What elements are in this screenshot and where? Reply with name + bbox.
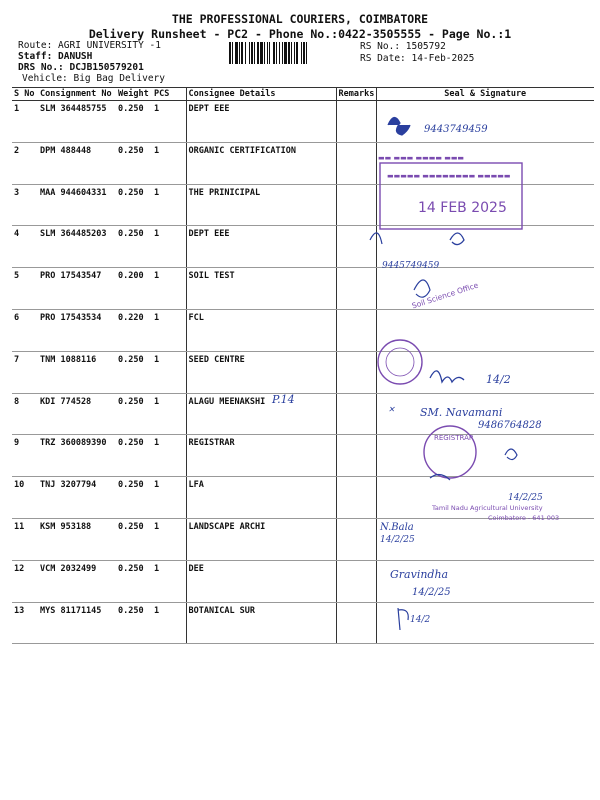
row-pcs: 1 (152, 351, 186, 393)
handwritten-date-row12: 14/2/25 (412, 587, 451, 598)
stamp-received-date: 14 FEB 2025 (418, 200, 507, 216)
row-weight: 0.250 (116, 142, 152, 184)
signature-row1 (388, 117, 410, 135)
stamp-registrar: REGISTRAR (434, 434, 474, 442)
row-pcs: 1 (152, 477, 186, 519)
handwritten-date-row10: 14/2/25 (508, 493, 543, 503)
row-weight: 0.250 (116, 518, 152, 560)
round-seal-row7 (378, 340, 422, 384)
handwritten-date-row8: 14/2 (486, 373, 511, 386)
col-header-remarks: Remarks (336, 88, 376, 101)
row-weight: 0.250 (116, 560, 152, 602)
row-sno: 4 (12, 226, 38, 268)
row-sno: 1 (12, 101, 38, 143)
row-sno: 3 (12, 184, 38, 226)
handwritten-note-row11: N.Bala (380, 522, 414, 533)
row-weight: 0.250 (116, 226, 152, 268)
handwritten-phone-row8: 9486764828 (478, 420, 542, 431)
handwritten-date-row11: 14/2/25 (380, 535, 415, 545)
company-name: THE PROFESSIONAL COURIERS, COIMBATORE (171, 12, 429, 26)
row-consignee: DEPT EEE (186, 226, 336, 268)
row-consignee: ALAGU MEENAKSHI (186, 393, 336, 435)
staff-label: Staff: DANUSH (18, 51, 93, 62)
handwritten-phone-row1: 9443749459 (424, 124, 488, 135)
handwritten-note-row8: P.14 (272, 393, 295, 406)
row-consignee: REGISTRAR (186, 435, 336, 477)
col-header-seal-signature: Seal & Signature (376, 88, 594, 101)
row-consignee: DEPT EEE (186, 101, 336, 143)
row-pcs: 1 (152, 518, 186, 560)
stamp-text-row2: ▬▬ ▬▬▬ ▬▬▬▬ ▬▬▬ (378, 154, 465, 162)
col-header-weight: Weight (116, 88, 152, 101)
row-sno: 11 (12, 518, 38, 560)
row-pcs: 1 (152, 268, 186, 310)
row-consignment-no: SLM 364485203 (38, 226, 116, 268)
row-pcs: 1 (152, 309, 186, 351)
row-consignment-no: KDI 774528 (38, 393, 116, 435)
row-sno: 13 (12, 602, 38, 644)
row-consignment-no: DPM 488448 (38, 142, 116, 184)
stamp-university: Tamil Nadu Agricultural University (432, 504, 543, 512)
row-consignee: LFA (186, 477, 336, 519)
rs-date: RS Date: 14-Feb-2025 (360, 53, 475, 64)
row-consignment-no: TNM 1088116 (38, 351, 116, 393)
row-weight: 0.250 (116, 184, 152, 226)
handwritten-phone-row4: 9445749459 (382, 261, 440, 271)
signature-row8 (430, 371, 464, 382)
signature-row9 (505, 449, 517, 460)
signature-row13 (398, 608, 408, 630)
row-weight: 0.250 (116, 435, 152, 477)
row-pcs: 1 (152, 184, 186, 226)
row-weight: 0.250 (116, 351, 152, 393)
row-sno: 7 (12, 351, 38, 393)
row-consignment-no: PRO 17543534 (38, 309, 116, 351)
round-seal-inner (386, 348, 414, 376)
row-consignment-no: TRZ 360089390 (38, 435, 116, 477)
row-sno: 2 (12, 142, 38, 184)
row-weight: 0.250 (116, 101, 152, 143)
row-sno: 9 (12, 435, 38, 477)
row-consignee: ORGANIC CERTIFICATION (186, 142, 336, 184)
row-sno: 8 (12, 393, 38, 435)
row-sno: 10 (12, 477, 38, 519)
handwritten-name-row12: Gravindha (390, 568, 449, 581)
stamp-soil-office: Soil Science Office (410, 280, 480, 311)
row-pcs: 1 (152, 142, 186, 184)
row-consignee: SOIL TEST (186, 268, 336, 310)
col-header-consignment: Consignment No (38, 88, 116, 101)
runsheet-title: Delivery Runsheet - PC2 - Phone No.:0422-3505555 - Page No.:1 (88, 27, 512, 41)
signature-row4 (370, 233, 382, 244)
col-header-sno: S No (12, 88, 38, 101)
stamp-text-tamil: ▬▬▬▬▬ ▬▬▬▬▬▬▬▬ ▬▬▬▬▬ (387, 172, 511, 180)
row-pcs: 1 (152, 602, 186, 644)
row-consignment-no: KSM 953188 (38, 518, 116, 560)
signature-row5 (414, 280, 430, 297)
row-pcs: 1 (152, 435, 186, 477)
route-label: Route: AGRI UNIVERSITY -1 (18, 40, 161, 51)
row-weight: 0.250 (116, 602, 152, 644)
row-consignee: SEED CENTRE (186, 351, 336, 393)
row-sno: 6 (12, 309, 38, 351)
rs-number: RS No.: 1505792 (360, 41, 446, 52)
handwritten-date-row13: 14/2 (410, 615, 431, 625)
row-consignment-no: SLM 364485755 (38, 101, 116, 143)
row-consignee: FCL (186, 309, 336, 351)
row-consignment-no: VCM 2032499 (38, 560, 116, 602)
row-pcs: 1 (152, 560, 186, 602)
row-consignee: BOTANICAL SUR (186, 602, 336, 644)
signature-row3 (450, 233, 464, 245)
row-sno: 12 (12, 560, 38, 602)
row-consignment-no: MAA 944604331 (38, 184, 116, 226)
row-weight: 0.220 (116, 309, 152, 351)
col-header-pcs: PCS (152, 88, 186, 101)
cross-mark-row8: ✕ (388, 405, 395, 414)
row-consignment-no: MYS 81171145 (38, 602, 116, 644)
row-pcs: 1 (152, 226, 186, 268)
row-consignment-no: PRO 17543547 (38, 268, 116, 310)
col-header-consignee: Consignee Details (186, 88, 336, 101)
row-weight: 0.250 (116, 393, 152, 435)
vehicle-label: Vehicle: Big Bag Delivery (22, 73, 165, 84)
row-consignee: DEE (186, 560, 336, 602)
row-consignment-no: TNJ 3207794 (38, 477, 116, 519)
row-sno: 5 (12, 268, 38, 310)
row-consignee: LANDSCAPE ARCHI (186, 518, 336, 560)
row-consignee: THE PRINICIPAL (186, 184, 336, 226)
soil-office-stamp (411, 280, 480, 310)
stamp-city: Coimbatore - 641 003 (488, 514, 560, 522)
row-pcs: 1 (152, 393, 186, 435)
row-pcs: 1 (152, 101, 186, 143)
row-weight: 0.200 (116, 268, 152, 310)
handwritten-name-row8: SM. Navamani (420, 406, 503, 419)
row-weight: 0.250 (116, 477, 152, 519)
drs-number: DRS No.: DCJB150579201 (18, 62, 144, 73)
